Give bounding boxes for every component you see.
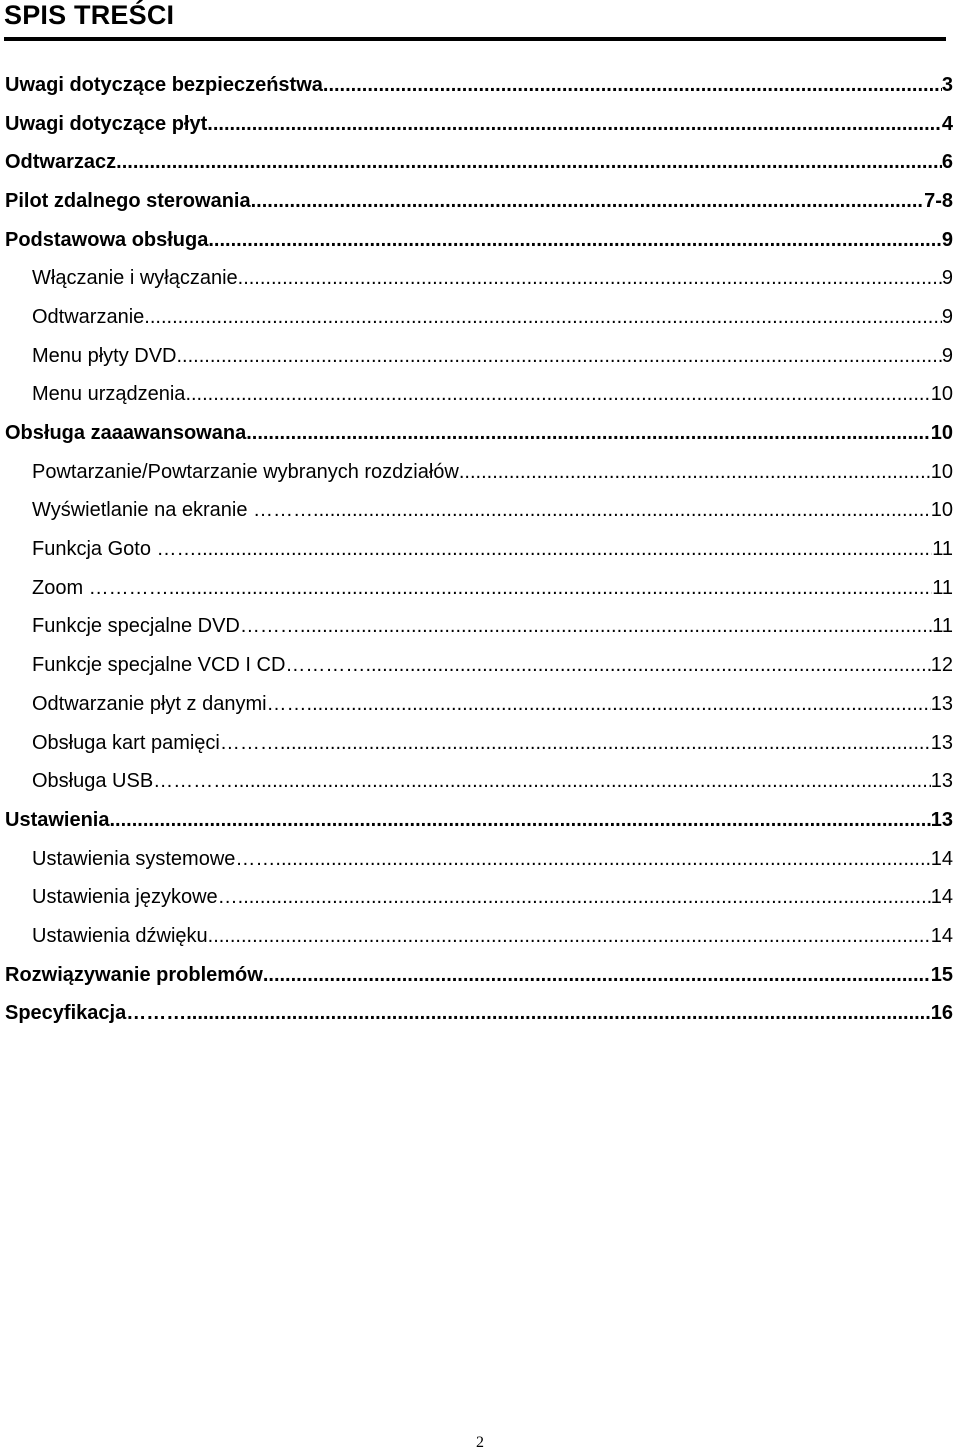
toc-entry-label: Ustawienia systemowe…… — [32, 847, 276, 870]
toc-dot-leader — [177, 345, 942, 368]
toc-dot-leader — [185, 383, 930, 406]
toc-entry-label: Włączanie i wyłączanie — [32, 267, 238, 290]
toc-entry[interactable] — [0, 414, 960, 453]
toc-entry[interactable] — [0, 492, 960, 531]
toc-entry-label: Ustawienia — [5, 808, 110, 831]
toc-entry-page: 11 — [932, 576, 953, 599]
toc-dot-leader — [312, 693, 931, 716]
toc-entry[interactable] — [0, 182, 960, 221]
toc-entry[interactable] — [0, 685, 960, 724]
title-underline — [4, 37, 946, 41]
toc-entry-page: 13 — [930, 731, 953, 754]
toc-entry-label: Rozwiązywanie problemów — [5, 963, 263, 986]
toc-entry-label: Funkcje specjalne VCD I CD………… — [32, 654, 366, 677]
toc-entry[interactable] — [0, 221, 960, 260]
toc-entry-label: Uwagi dotyczące bezpieczeństwa — [5, 73, 323, 96]
toc-entry[interactable] — [0, 646, 960, 685]
toc-dot-leader — [246, 422, 931, 445]
toc-entry[interactable] — [0, 956, 960, 995]
toc-entry-page: 9 — [941, 228, 953, 251]
toc-dot-leader — [207, 113, 942, 136]
toc-entry-page: 7-8 — [924, 189, 953, 212]
toc-entry[interactable] — [0, 608, 960, 647]
toc-dot-leader — [263, 964, 931, 987]
toc-entry-label: Wyświetlanie na ekranie ……… — [32, 499, 314, 522]
toc-entry[interactable] — [0, 762, 960, 801]
page-number: 2 — [476, 1434, 484, 1451]
toc-dot-leader — [323, 74, 942, 97]
toc-dot-leader — [109, 809, 930, 832]
toc-entry[interactable] — [0, 801, 960, 840]
toc-dot-leader — [280, 732, 931, 755]
toc-dot-leader — [313, 499, 931, 522]
toc-entry-label: Funkcje specjalne DVD……… — [32, 615, 300, 638]
toc-dot-leader — [238, 886, 931, 909]
toc-dot-leader — [197, 538, 933, 561]
toc-entry-page: 10 — [930, 499, 953, 522]
toc-entry[interactable] — [0, 453, 960, 492]
toc-entry-page: 15 — [930, 963, 953, 986]
toc-entry[interactable] — [0, 995, 960, 1034]
toc-entry-page: 16 — [930, 1002, 953, 1025]
toc-entry[interactable] — [0, 298, 960, 337]
toc-dot-leader — [365, 654, 930, 677]
toc-dot-leader — [208, 229, 942, 252]
toc-entry-label: Pilot zdalnego sterowania — [5, 189, 251, 212]
toc-entry-page: 14 — [930, 924, 953, 947]
toc-entry-page: 11 — [932, 538, 953, 561]
toc-entry-label: Odtwarzacz — [5, 151, 117, 174]
toc-entry[interactable] — [0, 724, 960, 763]
toc-entry-page: 14 — [930, 886, 953, 909]
toc-entry-page: 13 — [930, 808, 953, 831]
toc-entry[interactable] — [0, 569, 960, 608]
toc-entry-label: Podstawowa obsługa — [5, 228, 209, 251]
toc-entry[interactable] — [0, 840, 960, 879]
toc-entry[interactable] — [0, 878, 960, 917]
toc-dot-leader — [459, 461, 931, 484]
toc-entry[interactable] — [0, 917, 960, 956]
toc-dot-leader — [208, 925, 931, 948]
toc-dot-leader — [275, 848, 930, 871]
toc-entry-page: 9 — [941, 344, 953, 367]
toc-entry-page: 4 — [941, 112, 953, 135]
toc-entry-label: Odtwarzanie płyt z danymi……. — [32, 692, 313, 715]
toc-entry[interactable] — [0, 376, 960, 415]
table-of-contents — [0, 66, 960, 1033]
toc-entry-page: 3 — [941, 73, 953, 96]
toc-dot-leader — [238, 267, 942, 290]
toc-entry-label: Funkcja Goto …… — [32, 538, 197, 561]
toc-dot-leader — [233, 770, 931, 793]
toc-entry-page: 9 — [941, 305, 953, 328]
toc-entry-page: 6 — [941, 151, 953, 174]
toc-dot-leader — [186, 1002, 931, 1025]
toc-entry-page: 10 — [930, 422, 953, 445]
toc-entry[interactable] — [0, 143, 960, 182]
toc-entry-page: 12 — [930, 654, 953, 677]
toc-entry-label: Zoom ………… — [32, 576, 169, 599]
toc-entry-label: Ustawienia dźwięku — [32, 924, 208, 947]
toc-entry-page: 13 — [930, 692, 953, 715]
toc-entry-page: 10 — [930, 383, 953, 406]
toc-entry-label: Menu urządzenia — [32, 383, 186, 406]
toc-entry-label: Uwagi dotyczące płyt — [5, 112, 208, 135]
toc-entry-page: 10 — [930, 460, 953, 483]
toc-entry-label: Odtwarzanie — [32, 305, 145, 328]
toc-dot-leader — [251, 190, 924, 213]
toc-entry[interactable] — [0, 337, 960, 376]
toc-entry[interactable] — [0, 105, 960, 144]
toc-entry-label: Menu płyty DVD — [32, 344, 177, 367]
toc-entry-label: Obsługa zaaawansowana — [5, 422, 247, 445]
toc-entry-page: 11 — [932, 615, 953, 638]
toc-dot-leader — [300, 615, 932, 638]
toc-entry-page: 13 — [930, 770, 953, 793]
toc-entry-label: Ustawienia językowe… — [32, 886, 238, 909]
toc-entry-page: 9 — [941, 267, 953, 290]
toc-entry-label: Obsługa USB………… — [32, 770, 234, 793]
toc-entry-label: Obsługa kart pamięci……… — [32, 731, 280, 754]
toc-entry[interactable] — [0, 259, 960, 298]
page-title: SPIS TREŚCI — [4, 0, 175, 30]
toc-dot-leader — [144, 306, 942, 329]
toc-dot-leader — [116, 151, 942, 174]
toc-entry[interactable] — [0, 66, 960, 105]
toc-dot-leader — [169, 577, 933, 600]
toc-entry-label: Specyfikacja……… — [5, 1002, 187, 1025]
toc-entry-page: 14 — [930, 847, 953, 870]
toc-entry-label: Powtarzanie/Powtarzanie wybranych rozdziałów — [32, 460, 459, 483]
toc-entry[interactable] — [0, 530, 960, 569]
